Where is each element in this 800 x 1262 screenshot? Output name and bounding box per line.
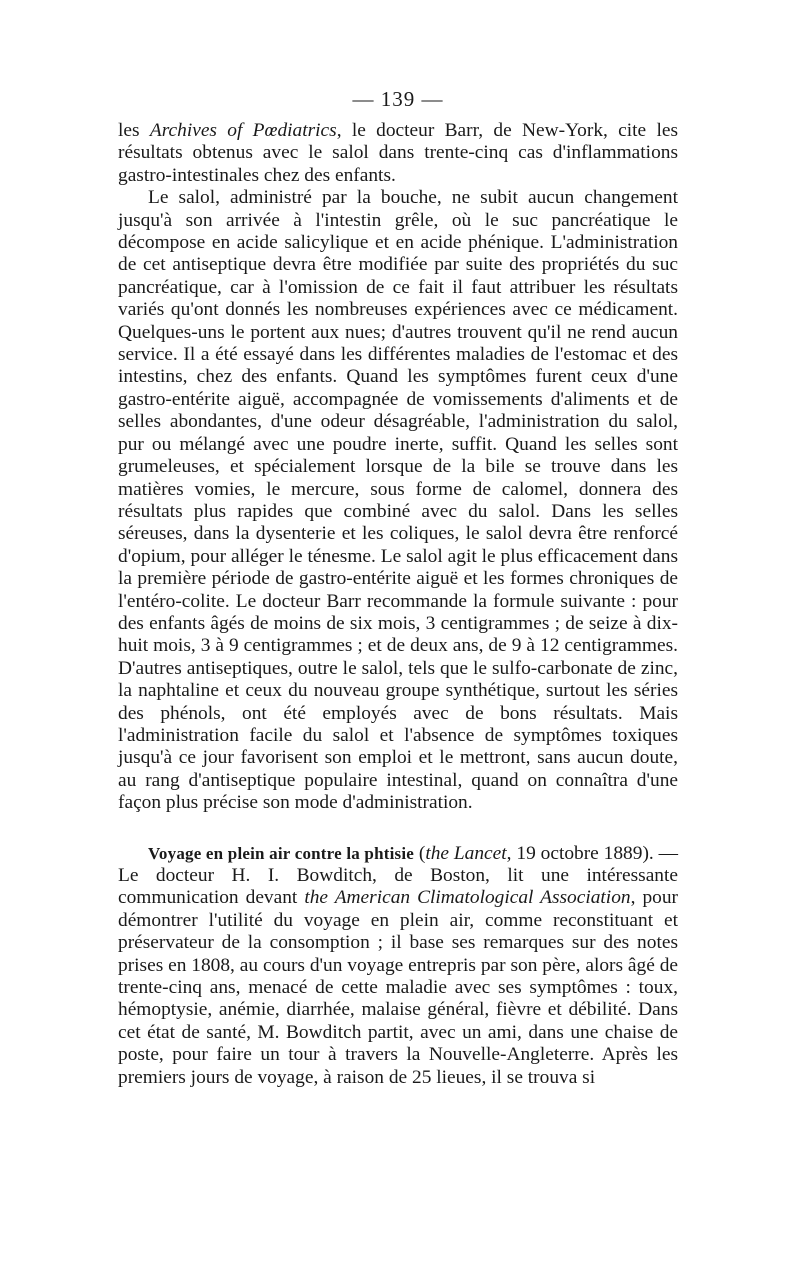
section-heading: Voyage en plein air contre la phtisie (148, 843, 414, 863)
journal-title: Archives of Pœdiatrics (149, 120, 337, 141)
paragraph-voyage (118, 843, 678, 1089)
text-run: , 19 octobre 1889). — Le docteur H. I. Bowditch, de Boston, lit une intéressante communication devant (118, 842, 679, 909)
paragraph-salol: Le salol, administré par la bouche, ne subit aucun changement jusqu'à son arrivée à l'intestin grêle, où le suc pancréatique le décompose en acide salicylique et en acide phénique. L'administration de cet antiseptique devra être modifiée par suite des propriétés du suc pancréatique, car à l'omission de ce fait il faut attribuer les résultats variés qu'ont donnés les nombreuses expériences avec ce médicament. Quelques-uns le portent aux nues; d'autres trouvent qu'il ne rend aucun service. Il a été essayé dans les différentes maladies de l'estomac et des intestins, chez des enfants. Quand les symptômes furent ceux d'une gastro-entérite aiguë, accompagnée de vomissements d'aliments et de selles abondantes, d'une odeur désagréable, l'administration du salol, pur ou mélangé avec une poudre inerte, suffit. Quand les selles sont grumeleuses, et spécialement lorsque de la bile se trouve dans les matières vomies, le mercure, sous forme de calomel, donnera des résultats plus rapides que combiné avec du salol. Dans les selles séreuses, dans la dysenterie et les coliques, le salol devra être renforcé d'opium, pour alléger le ténesme. Le salol agit le plus efficacement dans la première période de gastro-entérite aiguë et les formes chroniques de l'entéro-colite. Le docteur Barr recommande la formule suivante : pour des enfants âgés de moins de six mois, 3 centigrammes ; de seize à dix-huit mois, 3 à 9 centigrammes ; et de deux ans, de 9 à 12 centigrammes. D'autres antiseptiques, outre le salol, tels que le sulfo-carbonate de zinc, la naphtaline et ceux du nouveau groupe synthétique, surtout les séries des phénols, ont été employés avec de bons résultats. Mais l'administration facile du salol et l'absence de symptômes toxiques jusqu'à ce jour favorisent son emploi et le mettront, sans aucun doute, au rang d'antiseptique populaire intestinal, quand on connaîtra d'une façon plus précise son mode d'administration. (118, 187, 678, 814)
journal-title: the Lancet (425, 842, 507, 864)
association-name: the American Climatological Association (304, 887, 631, 909)
text-run: ( (414, 842, 426, 864)
text-run: les (118, 120, 150, 141)
text-run: , pour démontrer l'utilité du voyage en plein air, comme reconstituant et préservateur de la consomption ; il base ses remarques sur des notes prises en 1808, au cours d'un voyage entrepris par son père, alors âgé de trente-cinq ans, menacé de cette maladie avec ses symptômes : toux, hémoptysie, anémie, diarrhée, malaise général, fièvre et débilité. Dans cet état de santé, M. Bowditch partit, avec un ami, dans une chaise de poste, pour faire un tour à travers la Nouvelle-Angleterre. Après les premiers jours de voyage, à raison de 25 lieues, il se trouva si (118, 887, 678, 1088)
page-number: — 139 — (352, 87, 444, 111)
document-page (118, 86, 678, 1089)
text-run: , le docteur Barr, de New-York, cite les résultats obtenus avec le salol dans trente-cinq cas d'inflammations gastro-intestinales chez des enfants. (118, 120, 678, 186)
paragraph-intro (118, 120, 678, 187)
